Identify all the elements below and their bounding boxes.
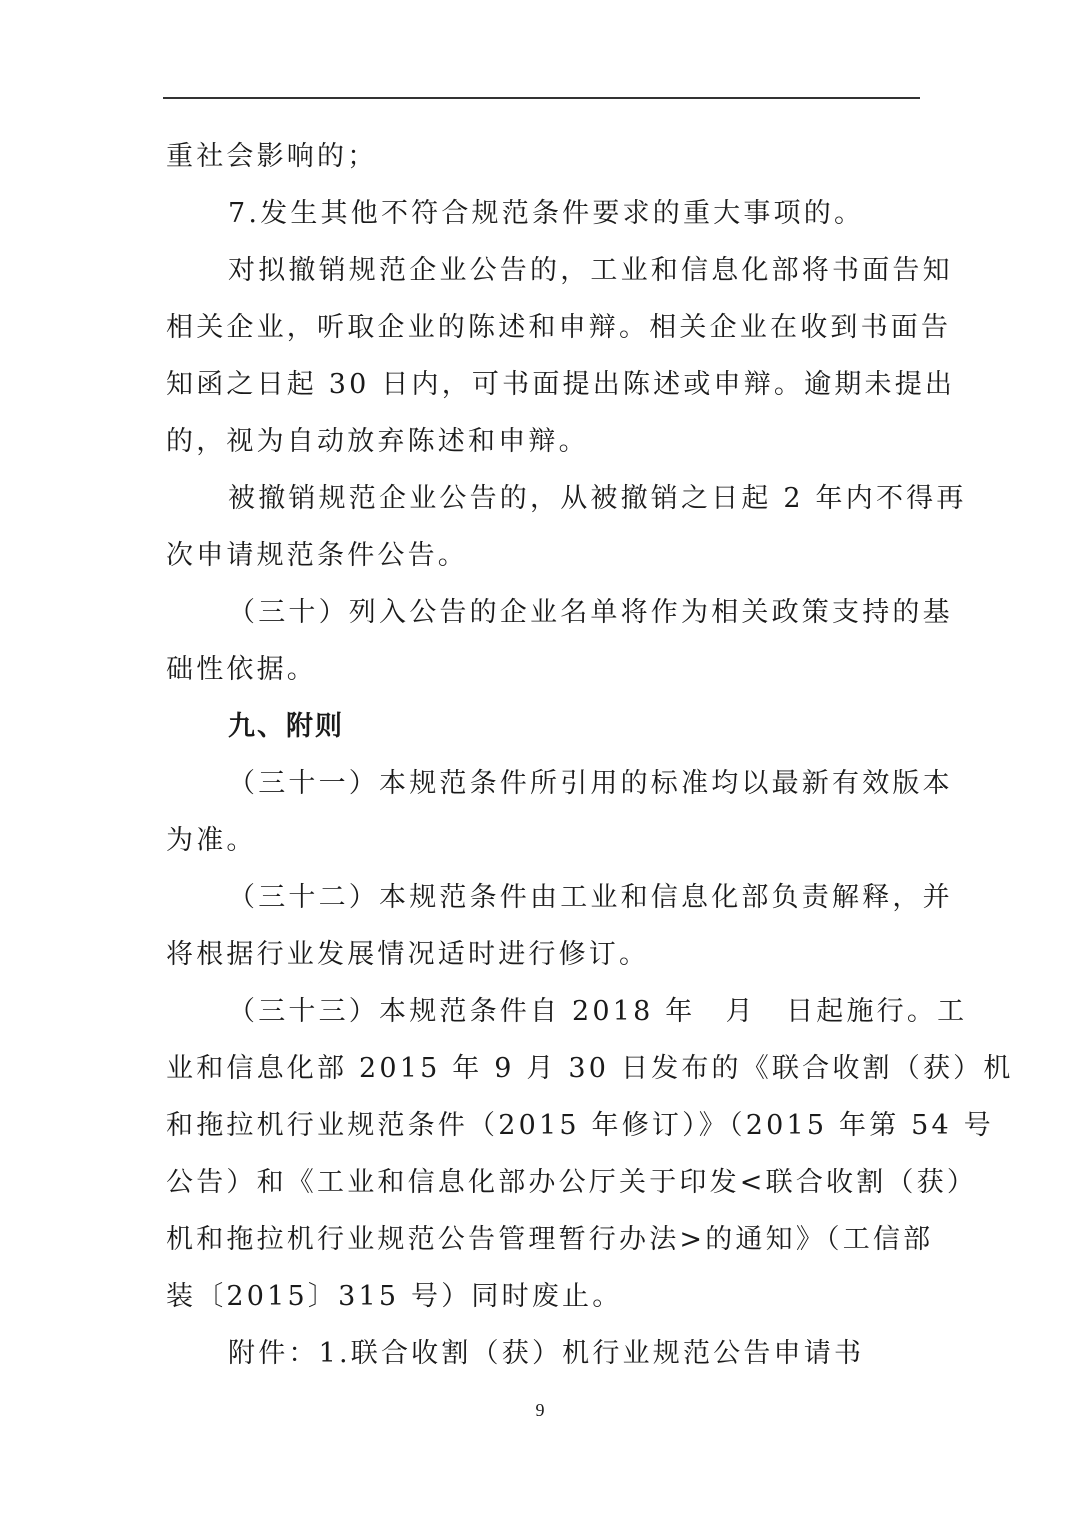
text-line: 重社会影响的； xyxy=(166,141,378,172)
header-rule xyxy=(163,97,920,99)
text-line: 的，视为自动放弃陈述和申辩。 xyxy=(166,426,589,457)
text-line: （三十一）本规范条件所引用的标准均以最新有效版本 xyxy=(228,768,953,799)
text-line: 业和信息化部 2015 年 9 月 30 日发布的《联合收割（获）机 xyxy=(166,1053,1014,1084)
text-line: 础性依据。 xyxy=(166,654,317,685)
text-line: 机和拖拉机行业规范公告管理暂行办法>的通知》（工信部 xyxy=(166,1224,934,1255)
text-line: 公告）和《工业和信息化部办公厅关于印发<联合收割（获） xyxy=(166,1167,978,1198)
text-line: 装〔2015〕315 号）同时废止。 xyxy=(166,1281,623,1312)
attachment-line: 附件：1.联合收割（获）机行业规范公告申请书 xyxy=(228,1338,865,1369)
text-line: 知函之日起 30 日内，可书面提出陈述或申辩。逾期未提出 xyxy=(166,369,956,400)
page-number: 9 xyxy=(535,1400,545,1420)
document-body xyxy=(166,128,1014,1382)
text-line: 相关企业，听取企业的陈述和申辩。相关企业在收到书面告 xyxy=(166,312,952,343)
section-heading: 九、附则 xyxy=(228,711,344,742)
text-line: 和拖拉机行业规范条件（2015 年修订）》（2015 年第 54 号 xyxy=(166,1110,994,1141)
text-line: 被撤销规范企业公告的，从被撤销之日起 2 年内不得再 xyxy=(228,483,967,514)
text-line: 对拟撤销规范企业公告的，工业和信息化部将书面告知 xyxy=(228,255,953,286)
text-line: （三十三）本规范条件自 2018 年 月 日起施行。工 xyxy=(228,996,968,1027)
text-line: 将根据行业发展情况适时进行修订。 xyxy=(166,939,650,970)
text-line: （三十二）本规范条件由工业和信息化部负责解释，并 xyxy=(228,882,953,913)
text-line: 次申请规范条件公告。 xyxy=(166,540,468,571)
text-line: （三十）列入公告的企业名单将作为相关政策支持的基 xyxy=(228,597,953,628)
text-line: 7.发生其他不符合规范条件要求的重大事项的。 xyxy=(228,198,865,229)
text-line: 为准。 xyxy=(166,825,257,856)
